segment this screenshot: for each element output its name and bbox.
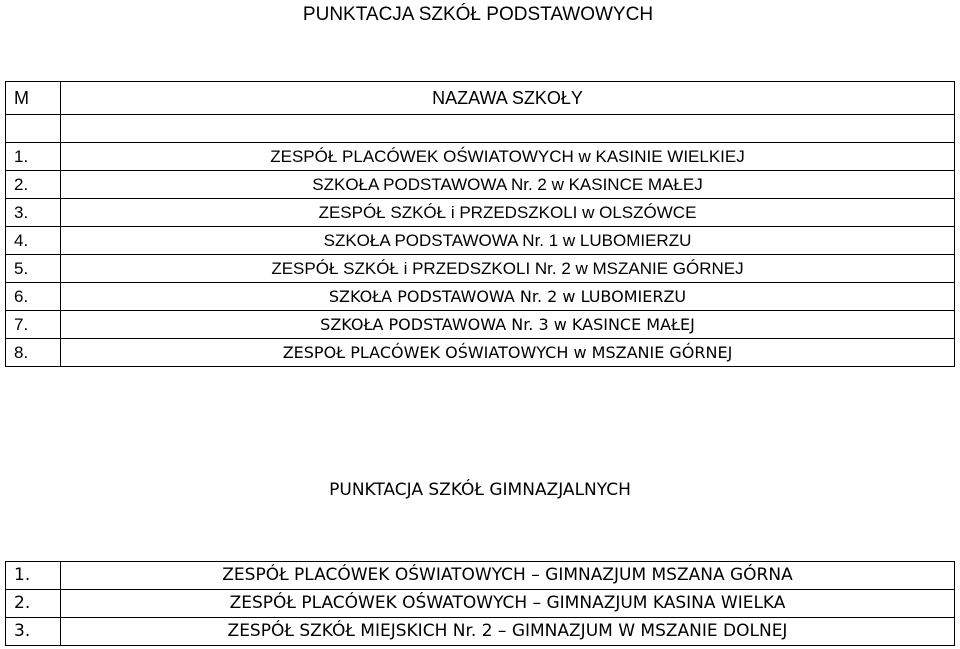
- table-row: [6, 171, 955, 199]
- header-m: M: [6, 82, 61, 115]
- table-header-row: [6, 82, 955, 115]
- table-row: [6, 143, 955, 171]
- row-number: 2.: [6, 590, 61, 618]
- row-number: 1.: [6, 562, 61, 590]
- empty-cell: [6, 115, 61, 143]
- table-row: [6, 590, 955, 618]
- table-row: [6, 311, 955, 339]
- row-number: 2.: [6, 171, 61, 199]
- school-name: ZESPÓŁ PLACÓWEK OŚWIATOWYCH – GIMNAZJUM MSZANA GÓRNA: [61, 562, 955, 590]
- empty-cell: [61, 115, 955, 143]
- school-name: ZESPÓŁ SZKÓŁ i PRZEDSZKOLI w OLSZÓWCE: [61, 199, 955, 227]
- school-name: ZESPÓŁ PLACÓWEK OŚWATOWYCH – GIMNAZJUM KASINA WIELKA: [61, 590, 955, 618]
- row-number: 3.: [6, 618, 61, 646]
- row-number: 6.: [6, 283, 61, 311]
- primary-schools-title: PUNKTACJA SZKÓŁ PODSTAWOWYCH: [302, 4, 654, 25]
- school-name: ZESPÓŁ SZKÓŁ MIEJSKICH Nr. 2 – GIMNAZJUM W MSZANIE DOLNEJ: [61, 618, 955, 646]
- school-name: ZESPOŁ PLACÓWEK OŚWIATOWYCH w MSZANIE GÓRNEJ: [61, 339, 955, 367]
- school-name: SZKOŁA PODSTAWOWA Nr. 1 w LUBOMIERZU: [61, 227, 955, 255]
- table-row: [6, 255, 955, 283]
- gymnasium-schools-table: [5, 561, 955, 646]
- table-row: [6, 618, 955, 646]
- row-number: 3.: [6, 199, 61, 227]
- row-number: 1.: [6, 143, 61, 171]
- school-name: SZKOŁA PODSTAWOWA Nr. 3 w KASINCE MAŁEJ: [61, 311, 955, 339]
- row-number: 8.: [6, 339, 61, 367]
- empty-row: [6, 115, 955, 143]
- school-name: ZESPÓŁ PLACÓWEK OŚWIATOWYCH w KASINIE WIELKIEJ: [61, 143, 955, 171]
- primary-schools-table: [5, 81, 955, 367]
- school-name: SZKOŁA PODSTAWOWA Nr. 2 w KASINCE MAŁEJ: [61, 171, 955, 199]
- table-row: [6, 562, 955, 590]
- table-row: [6, 227, 955, 255]
- school-name: ZESPÓŁ SZKÓŁ i PRZEDSZKOLI Nr. 2 w MSZANIE GÓRNEJ: [61, 255, 955, 283]
- row-number: 5.: [6, 255, 61, 283]
- table-row: [6, 199, 955, 227]
- row-number: 7.: [6, 311, 61, 339]
- school-name: SZKOŁA PODSTAWOWA Nr. 2 w LUBOMIERZU: [61, 283, 955, 311]
- table-row: [6, 339, 955, 367]
- gymnasium-schools-title: PUNKTACJA SZKÓŁ GIMNAZJALNYCH: [329, 480, 631, 500]
- table-row: [6, 283, 955, 311]
- row-number: 4.: [6, 227, 61, 255]
- header-school-name: NAZAWA SZKOŁY: [61, 82, 955, 115]
